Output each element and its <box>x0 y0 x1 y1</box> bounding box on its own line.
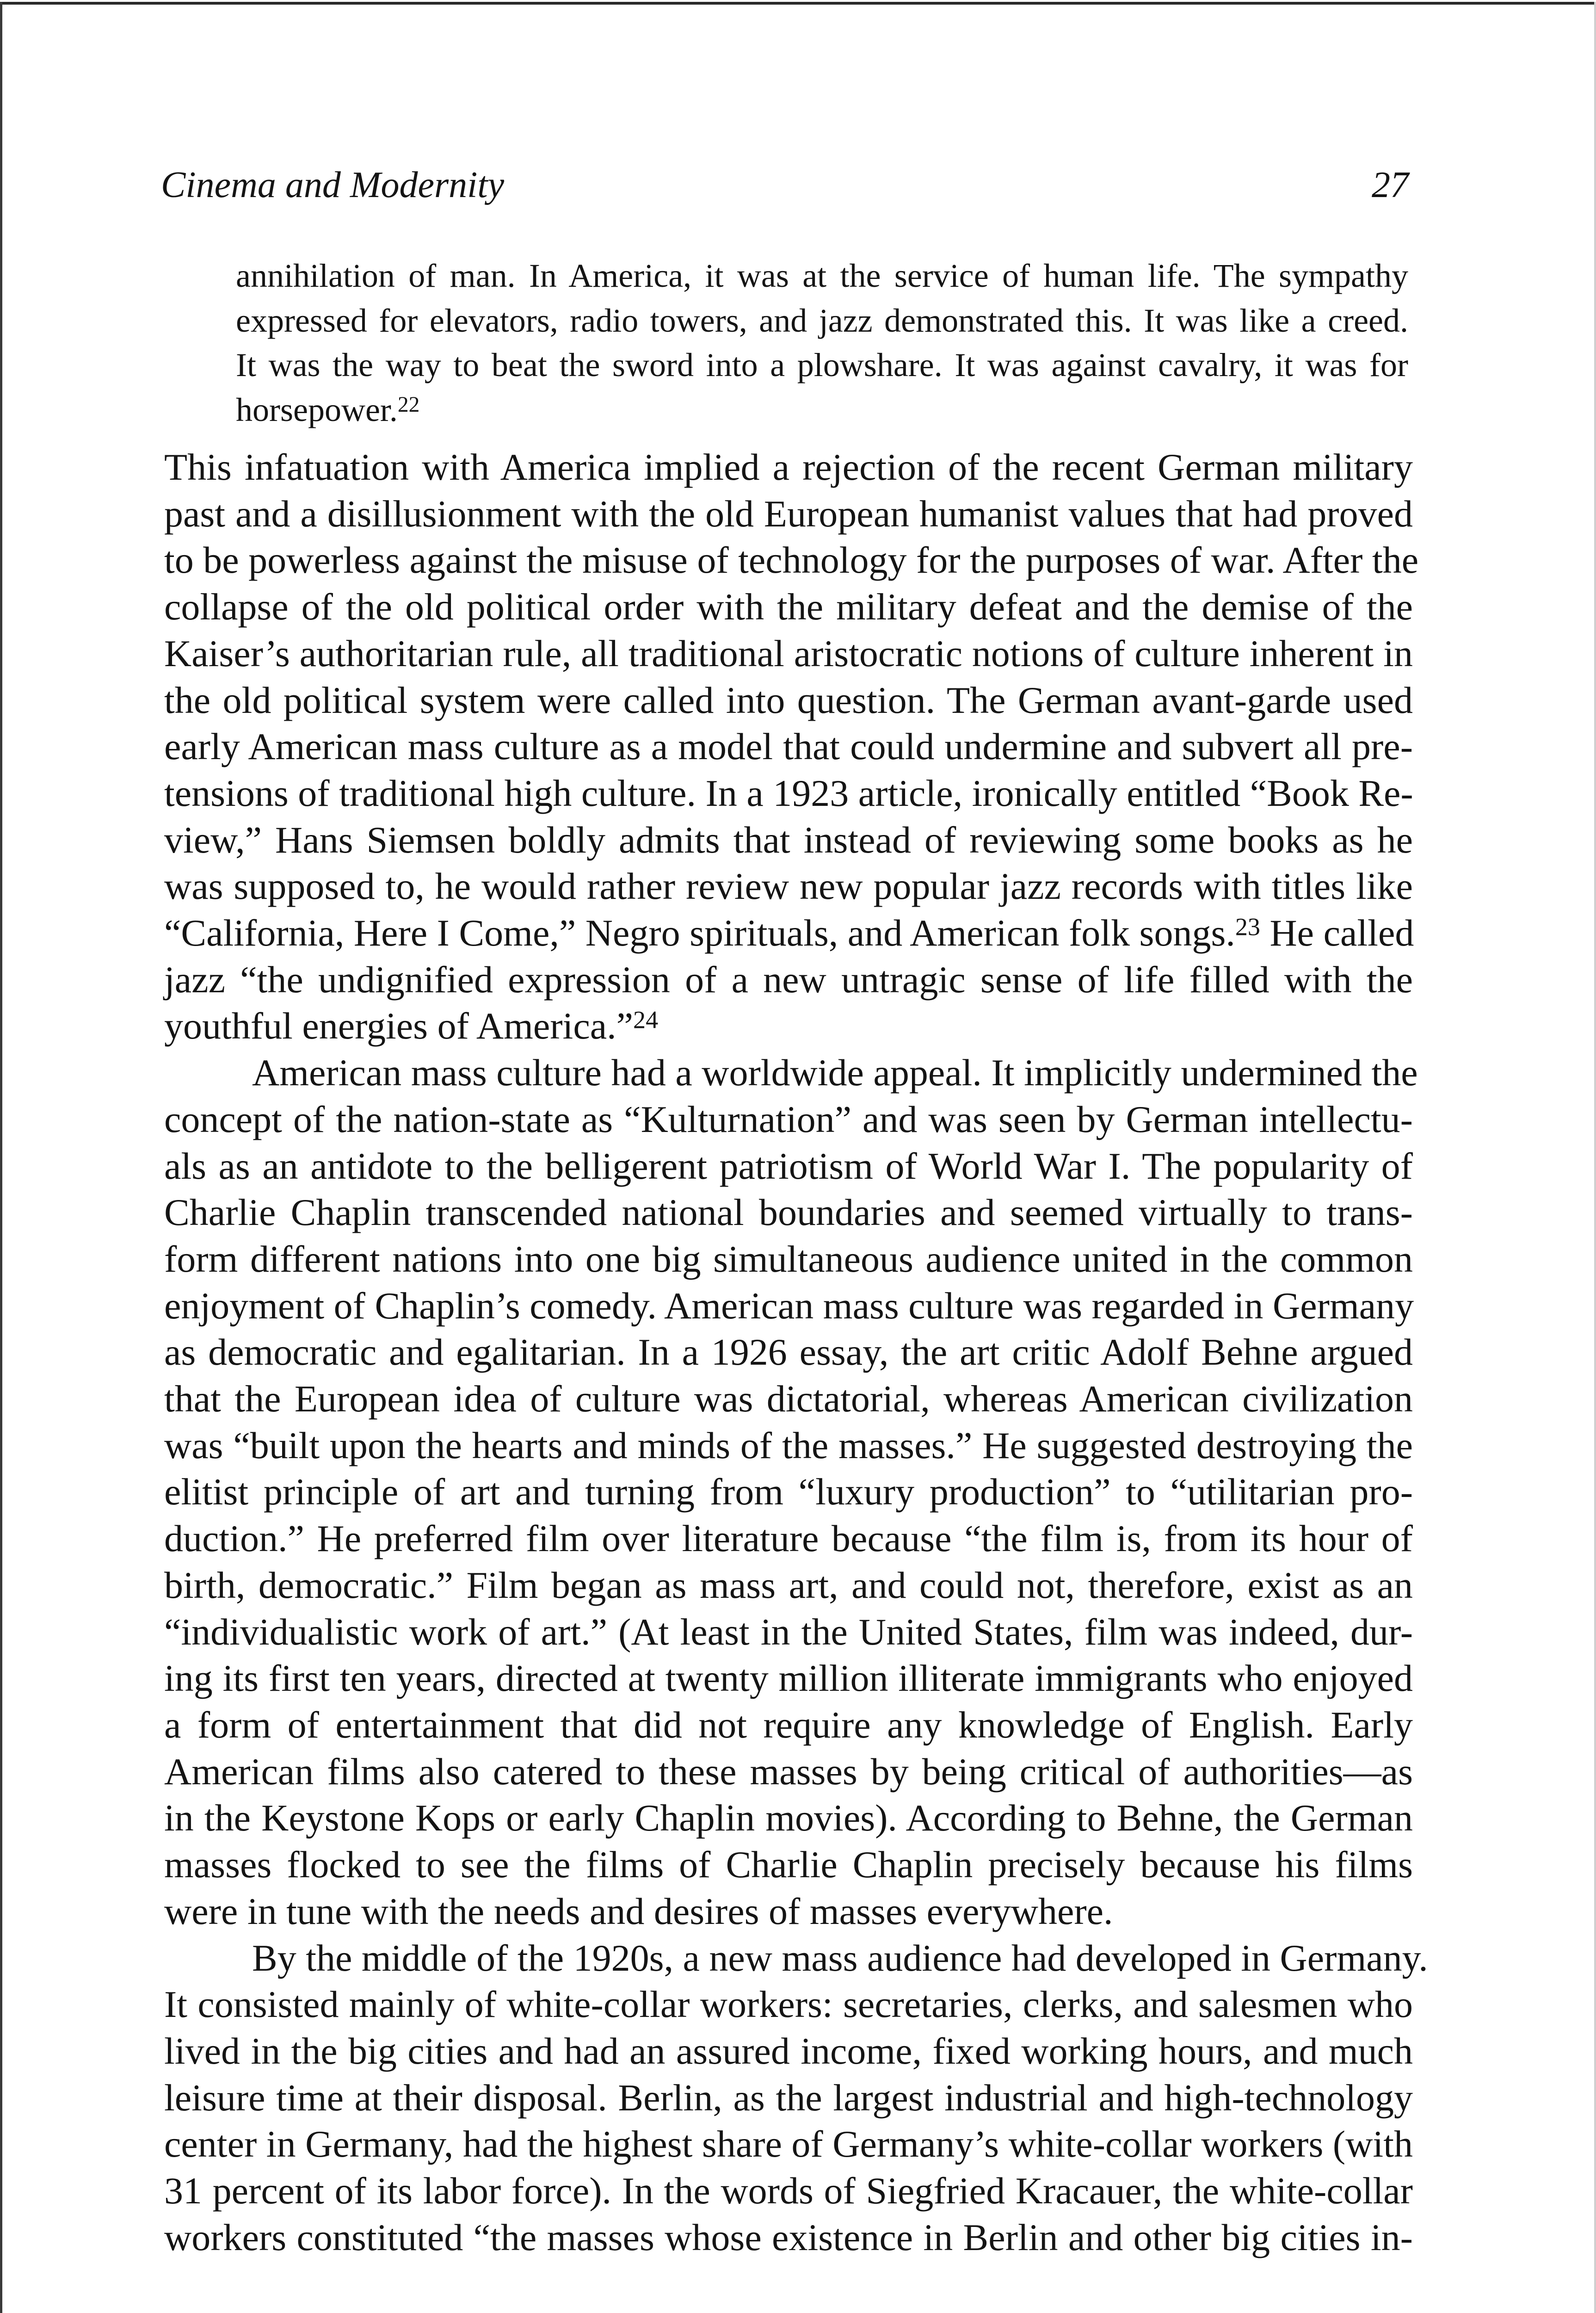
text-line: in the Keystone Kops or early Chaplin movies). According to Behne, the German <box>164 1797 1413 1839</box>
text-line: “individualistic work of art.” (At least in the United States, film was indeed, dur- <box>164 1610 1413 1653</box>
text-line: center in Germany, had the highest share of Germany’s white-collar workers (with <box>164 2123 1413 2165</box>
text-line <box>164 910 1413 957</box>
text-line: als as an antidote to the belligerent patriotism of World War I. The popularity of <box>164 1144 1413 1187</box>
text-line: lived in the big cities and had an assured income, fixed working hours, and much <box>164 2029 1413 2072</box>
block-quote <box>236 254 1408 432</box>
page-number: 27 <box>1372 165 1409 205</box>
text-line: American films also catered to these masses by being critical of authorities—as <box>164 1750 1413 1793</box>
text-line: form different nations into one big simultaneous audience united in the common <box>164 1237 1413 1280</box>
page-right-edge <box>1594 2 1596 2313</box>
quote-line: annihilation of man. In America, it was at the service of human life. The sympathy <box>236 257 1408 294</box>
text-line: tensions of traditional high culture. In a 1923 article, ironically entitled “Book Re- <box>164 772 1413 814</box>
text-line: masses flocked to see the films of Charlie Chaplin precisely because his films <box>164 1843 1413 1886</box>
quote-line: It was the way to beat the sword into a plowshare. It was against cavalry, it was for <box>236 346 1408 383</box>
paragraph-1 <box>164 444 1419 1050</box>
text-line: early American mass culture as a model that could undermine and subvert all pre- <box>164 725 1413 768</box>
text-line: ing its first ten years, directed at twenty million illiterate immigrants who enjoyed <box>164 1657 1413 1700</box>
text-line: past and a disillusionment with the old European humanist values that had proved <box>164 492 1413 535</box>
quote-line <box>236 388 1408 433</box>
text-line: were in tune with the needs and desires of masses everywhere. <box>164 1890 1113 1932</box>
text-line: It consisted mainly of white-collar workers: secretaries, clerks, and salesmen who <box>164 1983 1413 2026</box>
text-line: collapse of the old political order with the military defeat and the demise of the <box>164 586 1413 628</box>
text-line: leisure time at their disposal. Berlin, as the largest industrial and high-technology <box>164 2076 1413 2119</box>
text-line: view,” Hans Siemsen boldly admits that instead of reviewing some books as he <box>164 818 1413 861</box>
text-line: was “built upon the hearts and minds of the masses.” He suggested destroying the <box>164 1424 1413 1466</box>
footnote-ref-22: 22 <box>397 392 420 417</box>
text-line: was supposed to, he would rather review new popular jazz records with titles like <box>164 865 1413 908</box>
text-line: that the European idea of culture was dictatorial, whereas American civilization <box>164 1378 1413 1420</box>
body-text <box>164 444 1428 2261</box>
text-line: the old political system were called into question. The German avant-garde used <box>164 679 1413 721</box>
text-line: American mass culture had a worldwide appeal. It implicitly undermined the <box>252 1051 1418 1094</box>
text-line: a form of entertainment that did not require any knowledge of English. Early <box>164 1703 1413 1746</box>
paragraph-2 <box>164 1050 1418 1935</box>
running-title: Cinema and Modernity <box>161 165 505 205</box>
text-line-part: “California, Here I Come,” Negro spirituals, and American folk songs. <box>164 912 1235 954</box>
quote-line: expressed for elevators, radio towers, and jazz demonstrated this. It was like a creed. <box>236 302 1408 339</box>
text-line: By the middle of the 1920s, a new mass audience had developed in Germany. <box>252 1936 1428 1979</box>
text-line: as democratic and egalitarian. In a 1926 essay, the art critic Adolf Behne argued <box>164 1331 1413 1373</box>
text-line: birth, democratic.” Film began as mass art, and could not, therefore, exist as an <box>164 1564 1413 1606</box>
page-header <box>161 160 1409 220</box>
text-line: Kaiser’s authoritarian rule, all traditional aristocratic notions of culture inherent in <box>164 632 1413 674</box>
footnote-ref-24: 24 <box>633 1006 659 1034</box>
page-top-border <box>0 2 1596 5</box>
text-line: jazz “the undignified expression of a new untragic sense of life filled with the <box>164 958 1413 1001</box>
text-line-part: youthful energies of America.” <box>164 1005 634 1047</box>
text-line: 31 percent of its labor force). In the words of Siegfried Kracauer, the white-collar <box>164 2170 1413 2212</box>
paragraph-3 <box>164 1935 1428 2261</box>
text-line: Charlie Chaplin transcended national boundaries and seemed virtually to trans- <box>164 1191 1413 1234</box>
text-line: duction.” He preferred film over literature because “the film is, from its hour of <box>164 1517 1413 1560</box>
text-line: enjoyment of Chaplin’s comedy. American mass culture was regarded in Germany <box>164 1284 1414 1327</box>
text-line: to be powerless against the misuse of technology for the purposes of war. After the <box>164 539 1419 581</box>
footnote-ref-23: 23 <box>1235 913 1260 941</box>
quote-line-text: horsepower. <box>236 391 398 428</box>
text-line: concept of the nation-state as “Kulturnation” and was seen by German intellectu- <box>164 1098 1413 1140</box>
text-line-part: He called <box>1260 912 1414 954</box>
text-line <box>164 1003 1413 1050</box>
text-line: elitist principle of art and turning from “luxury production” to “utilitarian pro- <box>164 1471 1413 1513</box>
text-line: This infatuation with America implied a rejection of the recent German military <box>164 446 1413 488</box>
text-line: workers constituted “the masses whose existence in Berlin and other big cities in- <box>164 2216 1413 2258</box>
page-left-edge <box>0 2 2 2313</box>
